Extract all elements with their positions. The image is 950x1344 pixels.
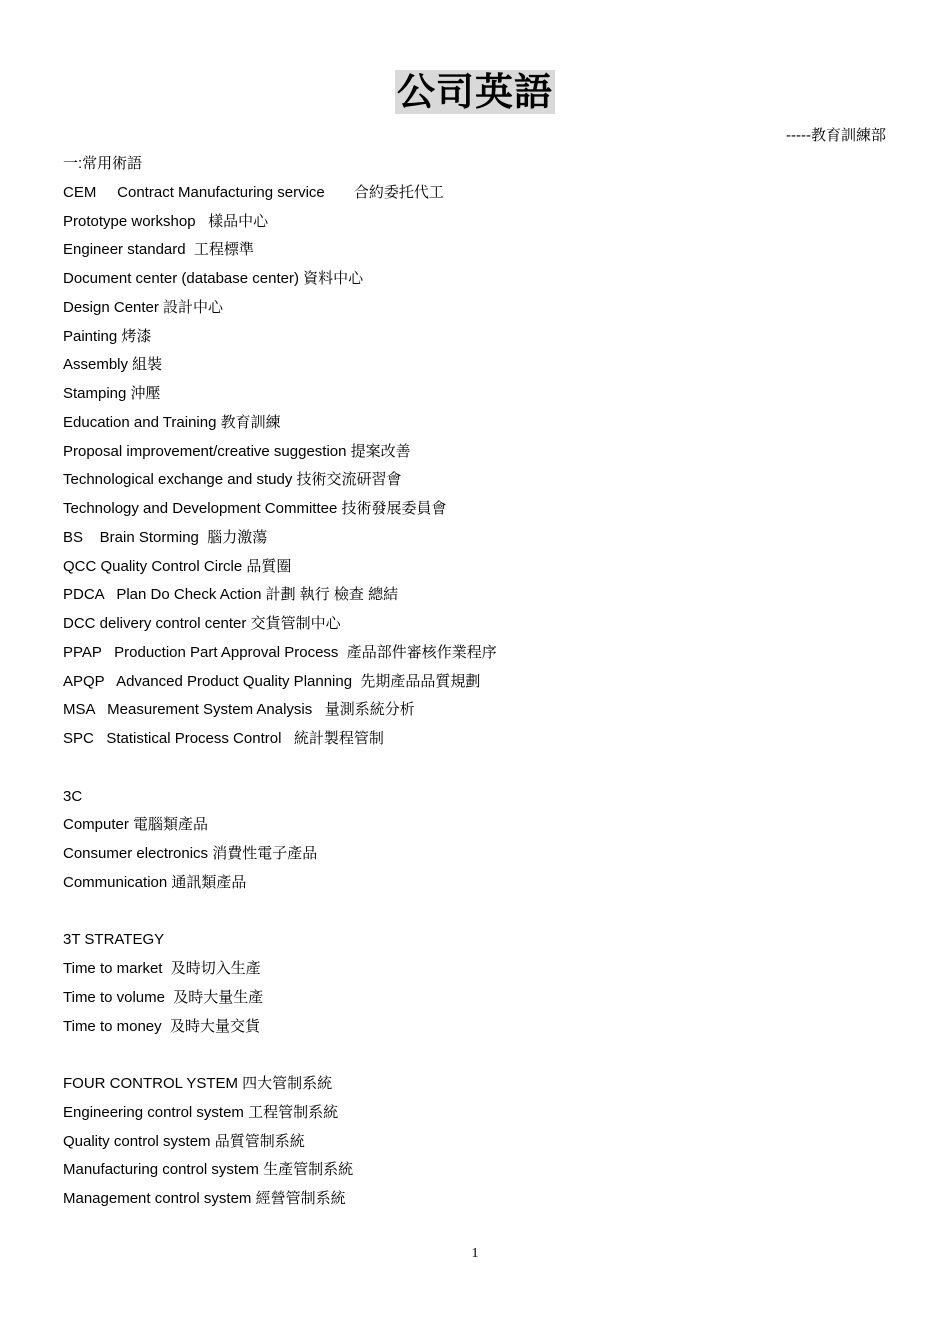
term-item: Painting 烤漆 bbox=[63, 327, 152, 345]
document-title-wrapper bbox=[0, 70, 950, 114]
term-item: PPAP Production Part Approval Process 產品部件審核作業程序 bbox=[63, 643, 497, 661]
blank-line bbox=[63, 898, 883, 927]
page-number: 1 bbox=[471, 1246, 479, 1261]
term-item: Management control system 經營管制系統 bbox=[63, 1190, 346, 1207]
term-item: Technology and Development Committee 技術發展委員會 bbox=[63, 500, 447, 517]
term-item: Time to money 及時大量交貨 bbox=[63, 1017, 260, 1035]
section-3t-strategy bbox=[63, 926, 883, 1041]
term-item: BS Brain Storming 腦力激蕩 bbox=[63, 528, 268, 546]
section-3c bbox=[63, 783, 883, 898]
term-item: Prototype workshop 樣品中心 bbox=[63, 212, 269, 230]
term-item: Document center (database center) 資料中心 bbox=[63, 270, 364, 287]
term-item: Proposal improvement/creative suggestion 提案改善 bbox=[63, 442, 411, 460]
term-item: QCC Quality Control Circle 品質圈 bbox=[63, 557, 292, 575]
document-title: 公司英語 bbox=[396, 69, 553, 114]
term-item: Computer 電腦類產品 bbox=[63, 816, 209, 834]
department-label: -----教育訓練部 bbox=[786, 127, 886, 144]
section-heading: 3T STRATEGY bbox=[63, 931, 165, 949]
term-item: Stamping 沖壓 bbox=[63, 385, 161, 402]
section-four-control-system bbox=[63, 1070, 883, 1214]
term-item: Quality control system 品質管制系統 bbox=[63, 1132, 305, 1150]
term-item: Engineering control system 工程管制系統 bbox=[63, 1103, 339, 1121]
term-item: APQP Advanced Product Quality Planning 先期產品品質規劃 bbox=[63, 672, 481, 690]
term-item: Manufacturing control system 生產管制系統 bbox=[63, 1161, 354, 1179]
section-heading: 3C bbox=[63, 787, 83, 805]
term-item: Design Center 設計中心 bbox=[63, 298, 224, 316]
term-item: Consumer electronics 消費性電子產品 bbox=[63, 845, 318, 862]
term-item: MSA Measurement System Analysis 量測系統分析 bbox=[63, 701, 415, 719]
term-item: SPC Statistical Process Control 統計製程管制 bbox=[63, 730, 384, 747]
section-heading: 一:常用術語 bbox=[63, 155, 143, 172]
term-item: CEM Contract Manufacturing service 合約委托代工 bbox=[63, 183, 444, 201]
blank-line bbox=[63, 754, 883, 783]
term-item: Engineer standard 工程標準 bbox=[63, 241, 254, 259]
document-body bbox=[63, 150, 883, 1214]
term-item: DCC delivery control center 交貨管制中心 bbox=[63, 615, 341, 632]
blank-line bbox=[63, 1041, 883, 1070]
term-item: Communication 通訊類產品 bbox=[63, 873, 247, 891]
term-item: PDCA Plan Do Check Action 計劃 執行 檢查 總結 bbox=[63, 586, 399, 604]
section-heading: FOUR CONTROL YSTEM 四大管制系統 bbox=[63, 1075, 333, 1092]
term-item: Time to market 及時切入生產 bbox=[63, 960, 261, 977]
term-item: Technological exchange and study 技術交流研習會 bbox=[63, 471, 402, 489]
term-item: Assembly 組裝 bbox=[63, 356, 163, 374]
section-terms bbox=[63, 150, 883, 754]
term-item: Time to volume 及時大量生產 bbox=[63, 988, 264, 1006]
term-item: Education and Training 教育訓練 bbox=[63, 413, 281, 431]
